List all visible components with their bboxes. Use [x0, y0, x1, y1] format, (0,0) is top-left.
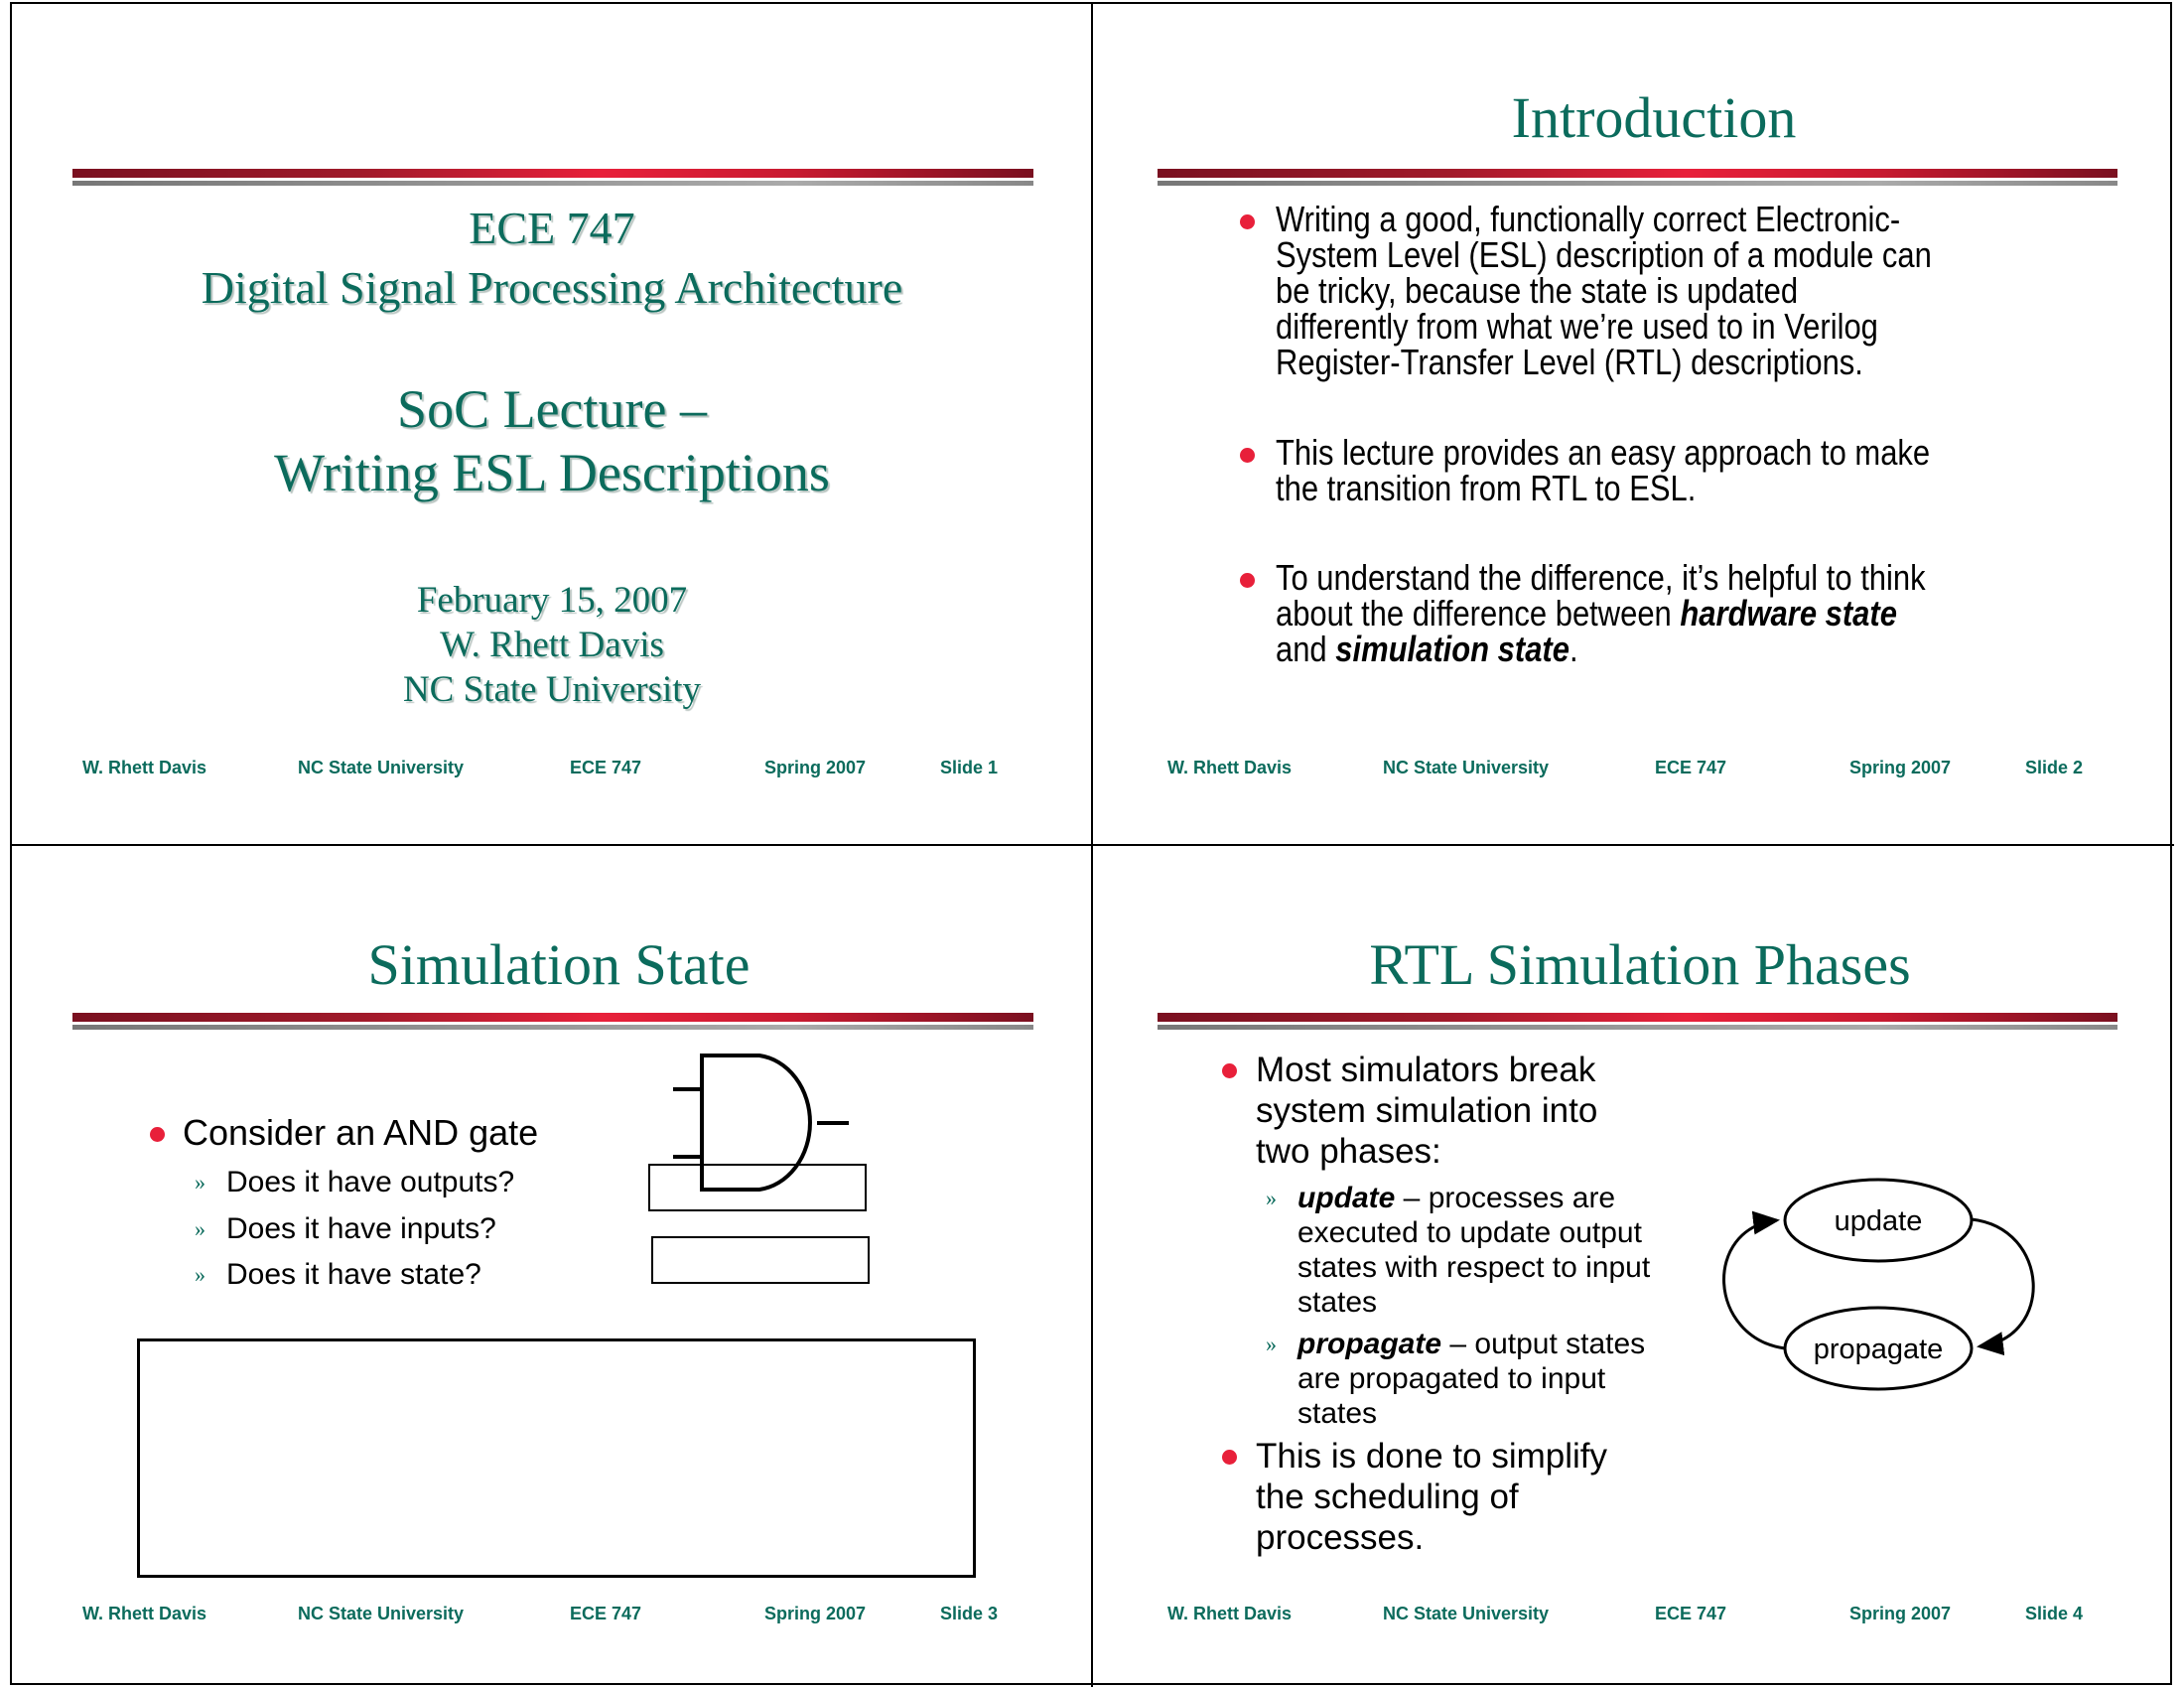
propagate-label: propagate — [1813, 1334, 1944, 1365]
answer-box-state — [137, 1338, 976, 1578]
footer-course: ECE 747 — [1655, 1604, 1727, 1623]
sub-bullet-marker: » — [1266, 1186, 1277, 1210]
footer-school: NC State University — [298, 758, 465, 777]
bullet-dot — [1240, 573, 1255, 588]
answer-box-outputs — [648, 1164, 867, 1211]
emphasis-hardware-state: hardware state — [1680, 593, 1897, 633]
sub-bullet-marker: » — [195, 1170, 205, 1195]
slide-title: Introduction — [1511, 85, 1797, 150]
text-span: – processes are — [1395, 1182, 1616, 1214]
footer-school: NC State University — [1383, 1604, 1550, 1623]
bullet-line — [1276, 629, 1926, 669]
title-bar-gray — [1158, 181, 2117, 186]
info-block — [0, 578, 1104, 712]
title-block — [0, 199, 1104, 318]
bullet-line: two phases: — [1256, 1132, 1441, 1171]
subtitle-block — [0, 377, 1104, 504]
footer-author: W. Rhett Davis — [1167, 1604, 1293, 1623]
emphasis-propagate: propagate — [1297, 1328, 1442, 1360]
bullet-line: the transition from RTL to ESL. — [1276, 468, 1697, 508]
sub-bullet-marker: » — [1266, 1332, 1277, 1356]
text-span: – output states — [1441, 1328, 1646, 1360]
phase-cycle-diagram — [1092, 846, 2174, 1688]
footer-slide-number: Slide 2 — [2025, 758, 2084, 777]
bullet-text: Consider an AND gate — [183, 1112, 539, 1153]
footer-term: Spring 2007 — [764, 758, 867, 777]
bullet-line: executed to update output — [1297, 1216, 1642, 1249]
bullet-line: differently from what we’re used to in Verilog — [1276, 306, 1878, 347]
bullet-1-text — [1276, 199, 1932, 382]
bullet-line: This is done to simplify — [1256, 1437, 1608, 1476]
title-bar-red — [72, 169, 1033, 178]
author-name: W. Rhett Davis — [440, 625, 664, 665]
slide-title: Simulation State — [367, 932, 751, 997]
footer-term: Spring 2007 — [764, 1604, 867, 1623]
bullet-line: states — [1297, 1397, 1378, 1430]
bullet-dot — [1240, 448, 1255, 463]
footer-author: W. Rhett Davis — [82, 1604, 207, 1623]
footer-author: W. Rhett Davis — [82, 758, 207, 777]
bullet-line: System Level (ESL) description of a module can — [1276, 234, 1932, 275]
footer-term: Spring 2007 — [1849, 758, 1952, 777]
footer-author: W. Rhett Davis — [1167, 758, 1293, 777]
bullet-line: the scheduling of — [1256, 1477, 1519, 1516]
footer-course: ECE 747 — [570, 758, 642, 777]
bullet-line: processes. — [1256, 1518, 1425, 1557]
text-span: about the difference between — [1276, 593, 1681, 633]
bullet-line: To understand the difference, it’s helpful to think — [1276, 557, 1926, 598]
footer-slide-number: Slide 3 — [940, 1604, 999, 1623]
bullet-line: are propagated to input — [1297, 1362, 1606, 1395]
title-bar-gray — [72, 181, 1033, 186]
bullet-line: states with respect to input — [1297, 1251, 1651, 1284]
footer-course: ECE 747 — [570, 1604, 642, 1623]
emphasis-simulation-state: simulation state — [1335, 629, 1570, 669]
bullet-2-text — [1276, 432, 1931, 508]
university-name: NC State University — [402, 669, 702, 710]
footer-school: NC State University — [1383, 758, 1550, 777]
slide-1 — [0, 0, 1082, 842]
footer-slide-number: Slide 1 — [940, 758, 999, 777]
course-number: ECE 747 — [469, 203, 635, 253]
sub-bullet-state: Does it have state? — [226, 1258, 481, 1291]
sub-bullet-inputs: Does it have inputs? — [226, 1212, 496, 1245]
text-span: and — [1276, 629, 1336, 669]
bullet-line — [1276, 593, 1926, 633]
lecture-title-line-1: SoC Lecture – — [397, 379, 707, 439]
footer-course: ECE 747 — [1655, 758, 1727, 777]
lecture-date: February 15, 2007 — [416, 580, 688, 621]
footer-school: NC State University — [298, 1604, 465, 1623]
slide-title: RTL Simulation Phases — [1369, 932, 1911, 997]
arrow-update-to-propagate — [1972, 1219, 2033, 1346]
update-label: update — [1834, 1205, 1923, 1237]
bullet-line: system simulation into — [1256, 1091, 1598, 1130]
sub-bullet-outputs: Does it have outputs? — [226, 1166, 515, 1198]
text-span: . — [1569, 629, 1578, 669]
bullet-line: Writing a good, functionally correct Electronic- — [1276, 199, 1901, 239]
bullet-line: states — [1297, 1286, 1378, 1319]
slide-3 — [0, 846, 1082, 1688]
arrow-propagate-to-update — [1724, 1220, 1785, 1348]
title-bar-red — [1158, 169, 2117, 178]
lecture-title-line-2: Writing ESL Descriptions — [274, 443, 830, 502]
slide-2 — [1092, 0, 2174, 842]
footer-term: Spring 2007 — [1849, 1604, 1952, 1623]
footer-slide-number: Slide 4 — [2025, 1604, 2084, 1623]
sub-bullet-marker: » — [195, 1216, 205, 1241]
bullet-line: This lecture provides an easy approach to make — [1276, 432, 1931, 473]
emphasis-update: update — [1297, 1182, 1396, 1214]
bullet-line: Most simulators break — [1256, 1051, 1596, 1089]
answer-box-inputs — [651, 1236, 870, 1284]
course-name: Digital Signal Processing Architecture — [201, 262, 903, 313]
sub-bullet-marker: » — [195, 1262, 205, 1287]
bullet-dot — [1240, 214, 1255, 229]
bullet-3-text — [1276, 557, 1926, 669]
bullet-line: be tricky, because the state is updated — [1276, 270, 1799, 311]
slide-4 — [1092, 846, 2174, 1688]
bullet-line: Register-Transfer Level (RTL) descriptions. — [1276, 342, 1863, 382]
